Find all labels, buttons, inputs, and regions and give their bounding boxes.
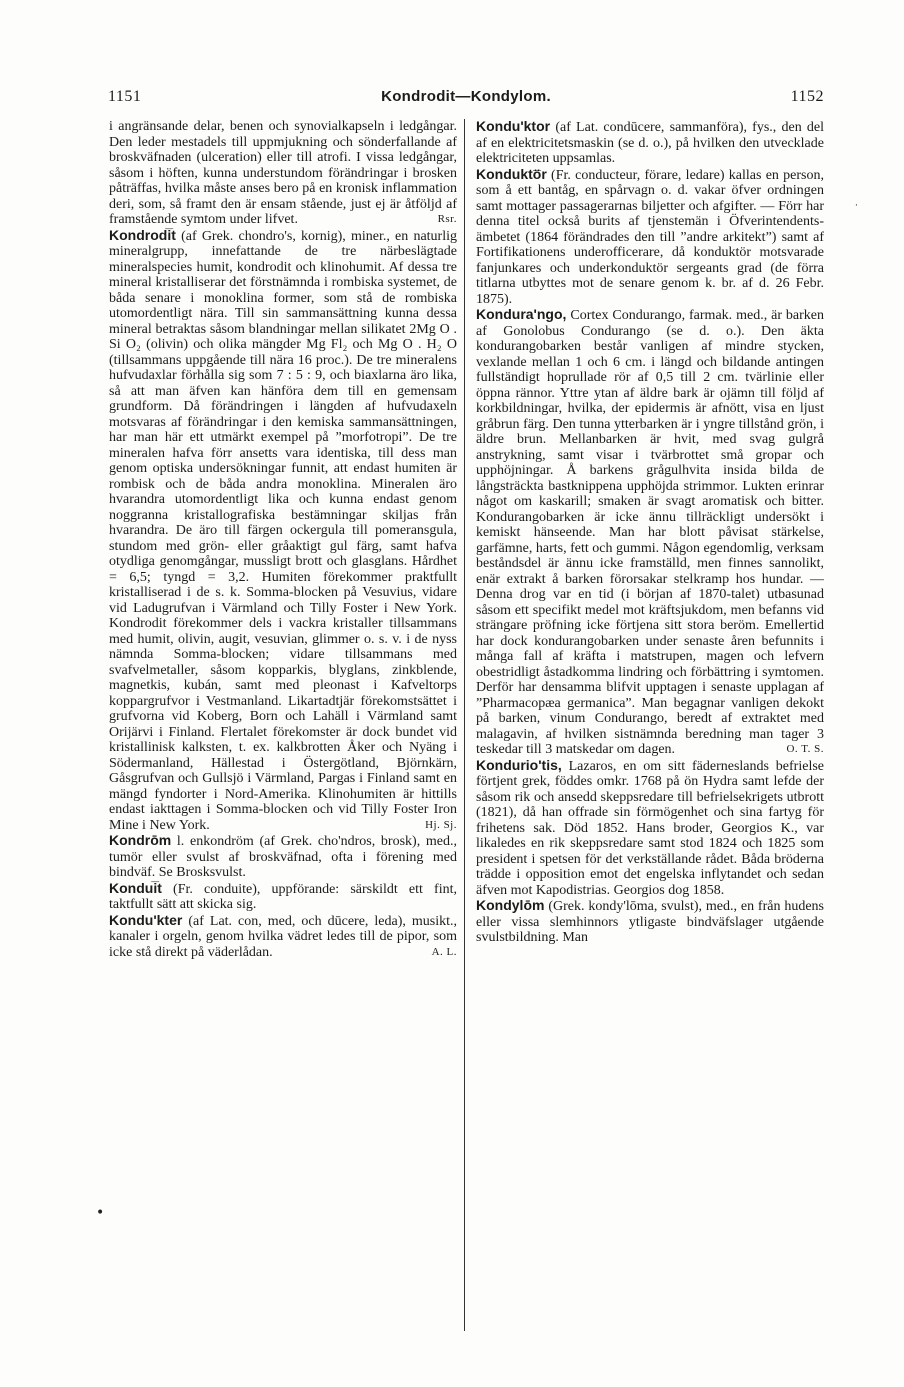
entry-headword: Konduktö̅r <box>476 165 547 182</box>
entry-text: Cortex Condurango, farmak. med., är barken af Gonolobus Condurango (se d. o.). Den äkta kondurangobarken består vanligen af mindre stycken, vexlande mellan 1 och 6 cm. i längd och bildande antingen fullständigt hoprullade rör af 0,5 till 2 cm. tvärlinie eller öppna rännor. Yttre ytan af äldre bark är ojämn till följd af korkbildningar, hvilka, der epidermis är afnött, visa en ljust gråbrun färg. Den tunna ytterbarken är i yngre tillstånd grön, i äldre brun. Mellanbarken är hvit, med svag gulgrå anstrykning, samt visar i tvärbrottet små gropar och upphöjningar. Å barkens grågulhvita insida bilda de långsträckta bastknippena upphöjda strimmor. Lukten erinrar något om kaskarill; smaken är svagt aromatisk och bitter. Kondurangobarken är icke ännu tillräckligt undersökt i kemiskt hänseende. Man har blott påvisat stärkelse, garfämne, harts, fett och gummi. Någon egendomlig, verksam beståndsdel är ännu icke framställd, men finnes sannolikt, enär extrakt å barken förorsakar stelkramp hos hundar. — Denna drog var en tid (i början af 1870-talet) utbasunad såsom ett specifikt medel mot kräftsjukdom, men befanns vid strängare pröfning icke förtjena sitt stora beröm. Emellertid har dock kondurangobarken under senaste åren befunnits i många fall af kräfta i matstrupen, magen och lefvern obestridligt åstadkomma lindring och förbättring i symtomen. Derför har densamma blifvit upptagen i senaste upplagan af ”Pharmacopæa germanica”. Man begagnar vanligen dekokt på barken, vinum Condurango, beredt af extraktet med malagavin, af hvilken sistnämnda beredning man tager 3 teskedar till 3 matskedar om dagen. <box>476 308 824 757</box>
entry-signature: Rsr. <box>437 213 457 225</box>
entry-text: l. enkondröm (af Grek. cho'ndros, brosk), med., tumör eller svulst af broskväfnad, ofta i förening med bindväf. Se Brosksvulst. <box>109 834 457 880</box>
entry-text: (Fr. conducteur, förare, ledare) kallas en person, som å ett bantåg, en spårvagn o. d. vakar öfver ordningen samt mottager passagerarnas biljetter och afgifter. — Förr har denna titel också burits af tjenstemän i Öfverintendents-ämbetet (1864 förändrades den till ”andre arkitekt”) samt af Fortifikationens underofficerare, då konduktör motsvarade fanjunkares och underkonduktör sergeants grad (de förra titlarna utbyttes mot de senare genom k. br. af d. 26 Febr. 1875). <box>476 167 824 307</box>
entry-signature: A. L. <box>431 945 457 958</box>
entry-headword: Kondrodi̅t <box>109 226 176 243</box>
entry-kondurango <box>476 307 824 758</box>
page-number-right: 1152 <box>790 88 824 105</box>
entry-text: i angränsande delar, benen och synovialkapseln i ledgångar. Den leder mestadels till uppmjukning och sönderfallande af broskväfnaden (ulceration) eller till atrofi. I vissa ledgångar, såsom i höften, kunna understundom förändringar i brosken påträffas, hvilka måste anses bero på en kronisk inflammation deri, som, så framt den är ensam stående, just ej är åtföljd af framstående symtom under lifvet. <box>109 119 457 227</box>
margin-bullet-mark: • <box>96 1205 105 1221</box>
page-number-left: 1151 <box>108 88 142 105</box>
entry-konduktor <box>476 119 824 167</box>
entry-text: (af Lat. condūcere, sammanföra), fys., den del af en elektricitetsmaskin (se d. o.), på hvilken den utvecklade elektriciteten uppsamlas. <box>476 120 824 166</box>
running-head: Kondrodit—Kondylom. <box>381 88 551 105</box>
entry-headword: Kondu'kter <box>109 911 183 928</box>
entry-text: (af Grek. chondro's, kornig), miner., en naturlig mineralgrupp, innefattande de tre närbeslägtade mineralspecies humit, kondrodit och klinohumit. Af dessa tre mineral kristalliserar det förstnämnda i rombiska systemet, de båda senare i monoklina former, som stå de rombiska utomordentligt nära. Till sin sammansättning kunna dessa mineral betraktas såsom blandningar mellan silikatet 2Mg O . Si O₂ (olivin) och olika mängder Mg Fl₂ och Mg O . H₂ O (tillsammans uppgående till nära 16 proc.). De tre mineralens hufvudaxlar förhålla sig som 7 : 5 : 9, och biaxlarna äro lika, så att man äfven kan hänföra dem till en gemensam grundform. Då förändringen i längden af hufvudaxeln motsvaras af förändringar i den kemiska sammansättningen, har man här ett utmärkt exempel på ”morfotropi”. De tre mineralen hafva förr ansetts vara identiska, till dess man genom optiska undersökningar funnit, att endast humiten är rombisk och de båda andra monoklina. Mineralen äro hvarandra utomordentligt lika och kunna endast genom noggranna kristallografiska bestämningar skiljas från hvarandra. De äro till färgen ockergula till pomeransgula, stundom med grön- eller gråaktigt gul färg, samt hafva otydliga genomgångar, mussligt brott och glasglans. Hårdhet = 6,5; tyngd = 3,2. Humiten förekommer praktfullt kristalliserad i de s. k. Somma-blocken på Vesuvius, vidare vid Ladugrufvan i Värmland och Tilly Foster i New York. Kondrodit förekommer dels i vackra kristaller tillsammans med humit, olivin, augit, vesuvian, glimmer o. s. v. i de nyss nämnda Somma-blocken; vidare tillsammans med svafvelmetaller, såsom kopparkis, blyglans, zinkblende, magnetkis, kubán, samt med pleonast i Kafveltorps koppargrufvor i Vestmanland. Likartadtjär förekomstsättet i grufvorna vid Koberg, Born och Lahäll i Värmland samt Orijärvi i Finland. Flertalet förekomster är dock bundet vid kristallinisk kalksten, t. ex. kalkbrotten Åker och Nyäng i Södermanland, Hällestad i Östergötland, Björnkärn, Gåsgrufvan och Gullsjö i Värmland, Pargas i Finland samt en mängd fyndorter i Nord-Amerika. Klinohumiten är hittills endast iakttagen i Somma-blocken och vid Tilly Foster Iron Mine i New York. <box>109 228 457 833</box>
entry-konduit <box>109 881 457 913</box>
entry-continuation <box>109 119 457 228</box>
entry-headword: Kondurio'tis, <box>476 756 562 773</box>
column-divider <box>464 119 465 1331</box>
entry-kondukter <box>109 913 457 961</box>
entry-text: (af Lat. con, med, och dūcere, leda), musikt., kanaler i orgeln, genom hvilka vädret ledes till de pipor, som icke stå direkt på väderlådan. <box>109 913 457 960</box>
entry-headword: Kondrōm <box>109 832 172 848</box>
entry-headword: Kondylōm <box>476 897 545 913</box>
entry-kondrom <box>109 833 457 881</box>
entry-text: Lazaros, en om sitt fäderneslands befrielse förtjent grek, föddes omkr. 1768 på ön Hydra samt lefde der såsom rik och ansedd skeppsredare till befrielsekrigets utbrott (1821), då han offrade sin förmögenhet och sina fartyg för frihetens sak. Död 1852. Hans broder, Georgios K., var likaledes en rik skeppsredare samt stod 1824 och 1825 som president i spetsen för det verkställande rådet. Båda bröderna trädde i opposition emot det engelska inflytandet och sedan äfven mot Kapodistrias. Georgios dog 1858. <box>476 758 824 898</box>
entry-signature: Hj. Sj. <box>425 818 457 831</box>
entry-kondylom <box>476 898 824 946</box>
entry-signature: O. T. S. <box>786 743 824 755</box>
entry-kondurio <box>476 758 824 899</box>
entry-headword: Kondu'ktor <box>476 119 551 134</box>
page-header <box>108 88 824 112</box>
margin-dot-mark: · <box>855 201 858 211</box>
entry-headword: Kondui̅t <box>109 879 162 896</box>
entry-text: (Fr. conduite), uppförande: särskildt ett fint, taktfullt sätt att skicka sig. <box>109 881 457 912</box>
entry-konduktor-conductor <box>476 167 824 308</box>
entry-headword: Kondura'ngo, <box>476 306 567 322</box>
left-column <box>109 119 457 1329</box>
entry-text: (Grek. kondy'lōma, svulst), med., en från hudens eller vissa slemhinnors ytligaste bindväfslager utgående svulstbildning. Man <box>476 899 824 945</box>
right-column <box>476 119 824 1329</box>
entry-kondrodit <box>109 228 457 834</box>
